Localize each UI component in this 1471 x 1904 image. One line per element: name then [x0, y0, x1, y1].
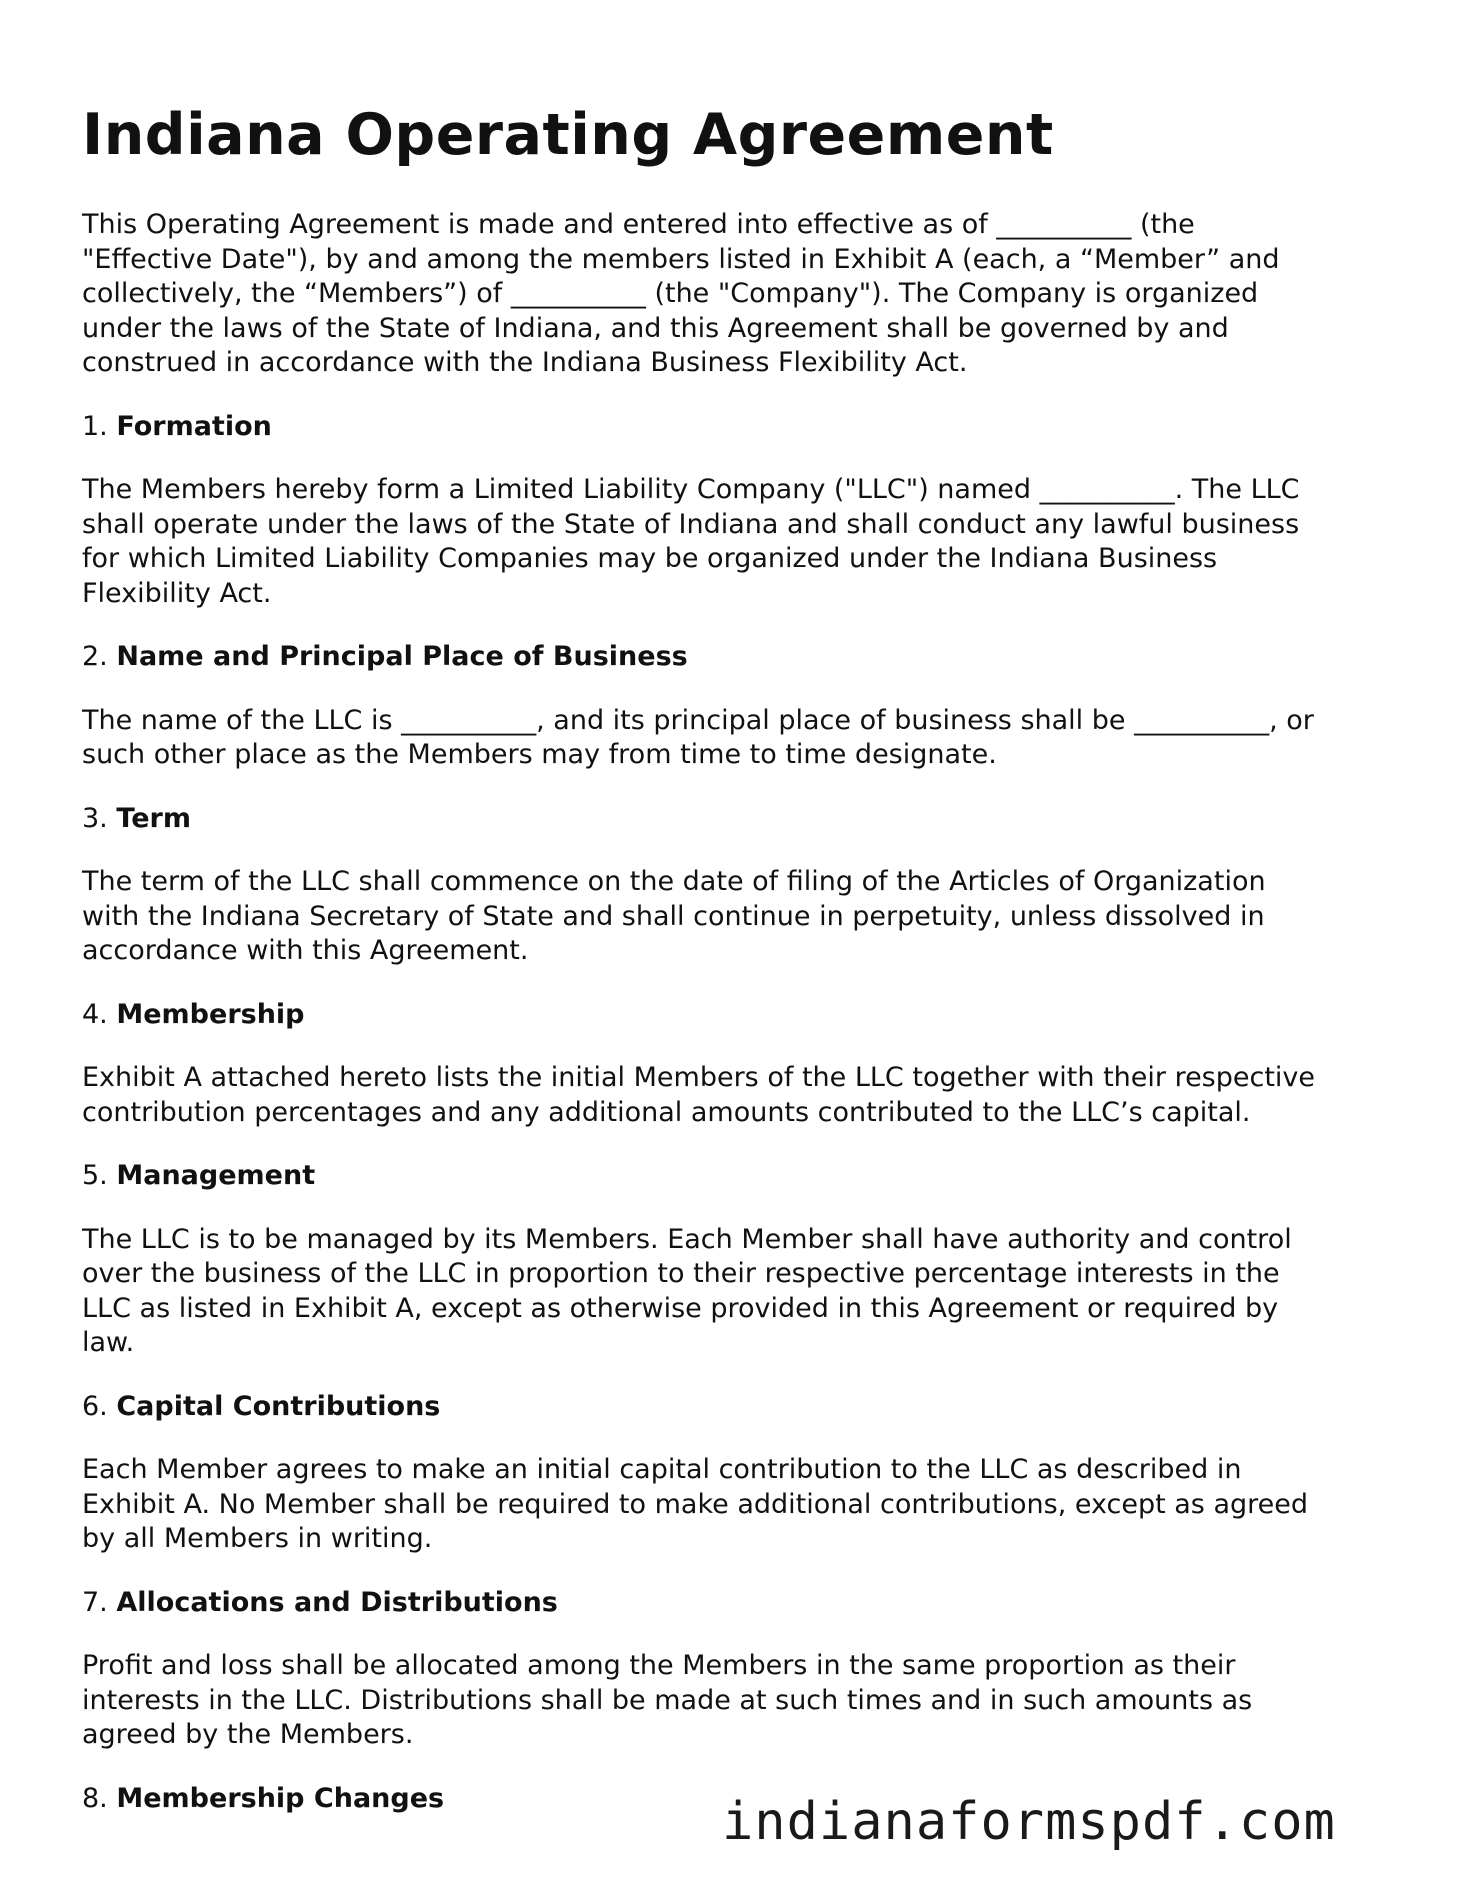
section-number: 4.	[82, 998, 108, 1030]
section-heading	[82, 998, 1412, 1033]
intro-paragraph: This Operating Agreement is made and entered into effective as of __________ (the "Effective Date"), by and among the members listed in Exhibit A (each, a “Member” and collectively, the “Members”) of __________ (the "Company"). The Company is organized under the laws of the State of Indiana, and this Agreement shall be governed by and construed in accordance with the Indiana Business Flexibility Act.	[82, 209, 1280, 378]
section-6	[82, 1390, 1412, 1557]
section-3	[82, 802, 1412, 969]
section-body: The term of the LLC shall commence on the date of filing of the Articles of Organization with the Indiana Secretary of State and shall continue in perpetuity, unless dissolved in accordance with this Agreement.	[82, 866, 1266, 966]
section-body: Each Member agrees to make an initial capital contribution to the LLC as described in Exhibit A. No Member shall be required to make additional contributions, except as agreed by all Members in writing.	[82, 1454, 1309, 1554]
section-heading	[82, 1159, 1412, 1194]
section-number: 7.	[82, 1586, 108, 1618]
document-page	[82, 100, 1412, 1845]
section-number: 5.	[82, 1160, 108, 1191]
section-title: Allocations and Distributions	[116, 1586, 558, 1618]
section-4	[82, 998, 1412, 1131]
section-number: 6.	[82, 1390, 108, 1422]
section-title: Membership	[116, 998, 305, 1030]
section-title: Membership Changes	[116, 1782, 445, 1814]
section-number: 2.	[82, 641, 108, 672]
section-number: 1.	[82, 410, 108, 442]
section-heading	[82, 410, 1412, 445]
section-heading	[82, 640, 1412, 675]
section-title: Term	[116, 802, 191, 834]
section-number: 3.	[82, 802, 108, 834]
section-1	[82, 410, 1412, 612]
section-title: Formation	[116, 410, 272, 442]
section-body: The Members hereby form a Limited Liability Company ("LLC") named __________. The LLC shall operate under the laws of the State of Indiana and shall conduct any lawful business for which Limited Liability Companies may be organized under the Indiana Business Flexibility Act.	[82, 474, 1300, 609]
section-7	[82, 1586, 1412, 1753]
section-body: The name of the LLC is __________, and its principal place of business shall be __________, or such other place as the Members may from time to time designate.	[82, 704, 1314, 770]
section-title: Capital Contributions	[116, 1390, 441, 1422]
section-heading	[82, 1586, 1412, 1621]
section-body: Exhibit A attached hereto lists the initial Members of the LLC together with their respective contribution percentages and any additional amounts contributed to the LLC’s capital.	[82, 1062, 1316, 1128]
section-2	[82, 640, 1412, 773]
section-heading	[82, 1390, 1412, 1425]
section-heading	[82, 802, 1412, 837]
section-title: Management	[116, 1160, 316, 1191]
section-number: 8.	[82, 1782, 108, 1814]
section-body: Profit and loss shall be allocated among the Members in the same proportion as their interests in the LLC. Distributions shall be made at such times and in such amounts as agreed by the Members.	[82, 1650, 1253, 1750]
section-body: The LLC is to be managed by its Members. Each Member shall have authority and control over the business of the LLC in proportion to their respective percentage interests in the LLC as listed in Exhibit A, except as otherwise provided in this Agreement or required by law.	[82, 1223, 1292, 1358]
section-title: Name and Principal Place of Business	[116, 641, 688, 672]
document-title: Indiana Operating Agreement	[82, 102, 1054, 168]
site-watermark: indianaformspdf.com	[722, 1792, 1336, 1852]
section-5	[82, 1159, 1412, 1361]
